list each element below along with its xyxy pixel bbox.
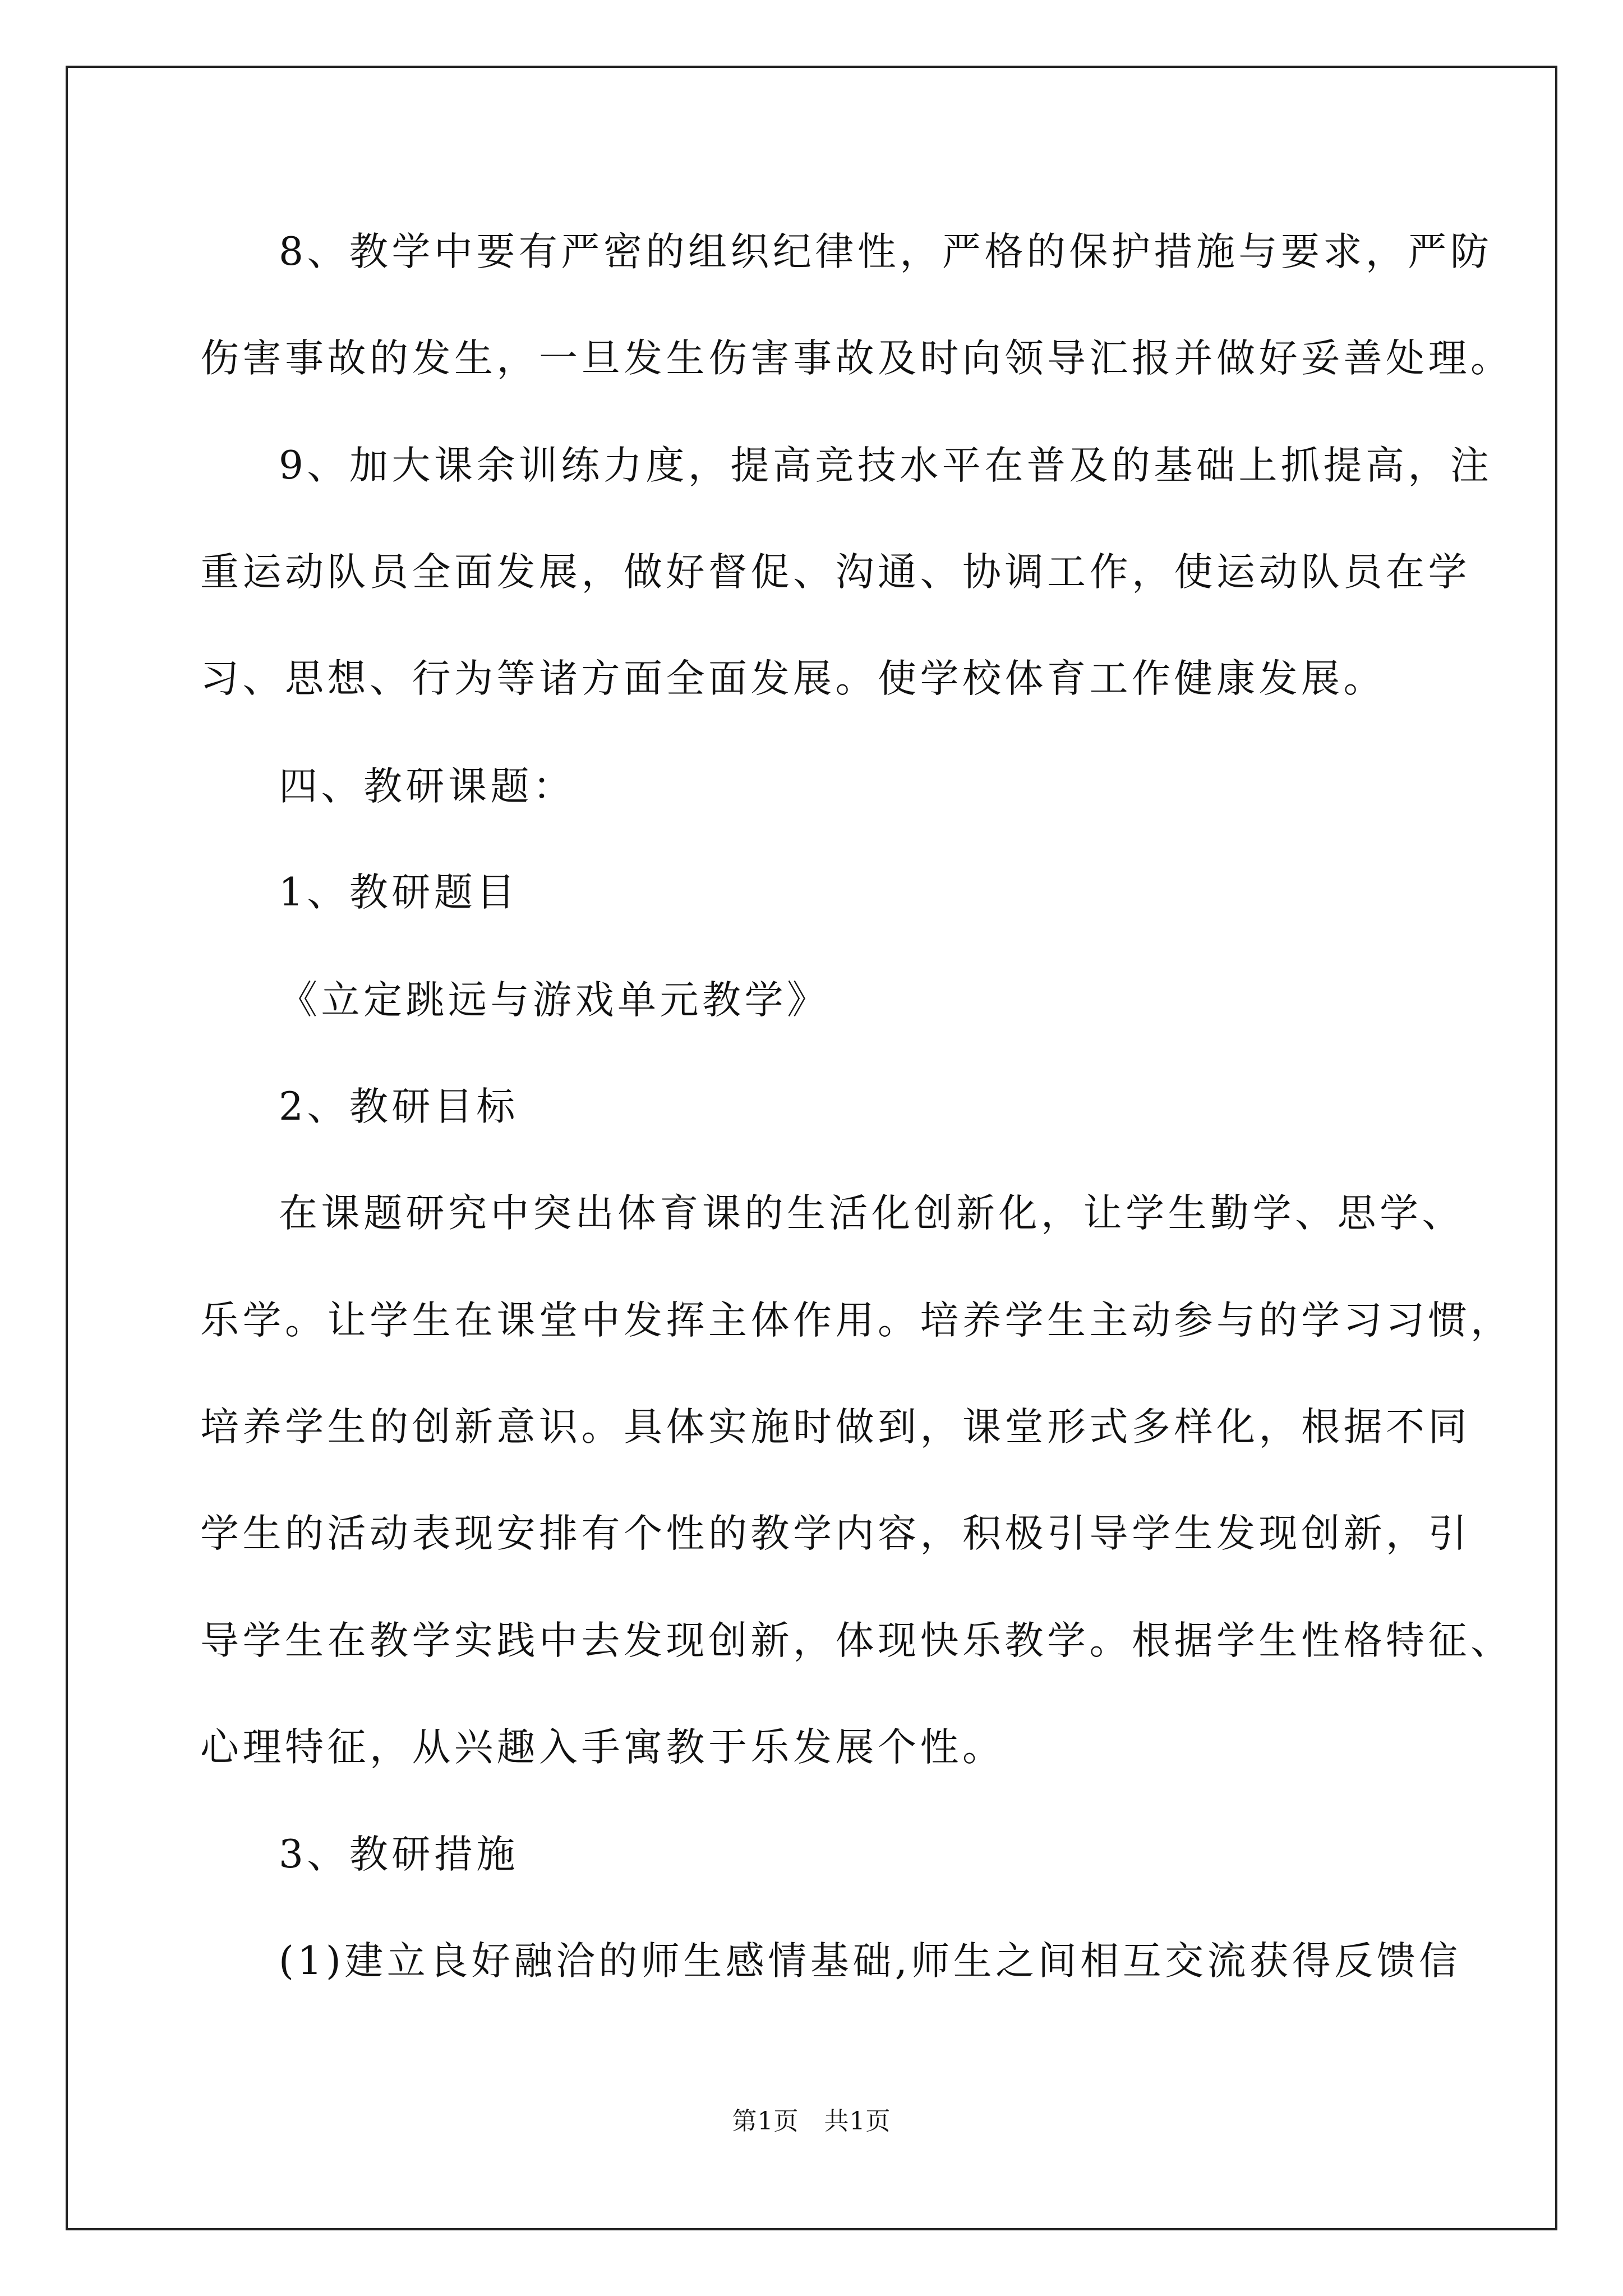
- paragraph-line: 心理特征，从兴趣入手寓教于乐发展个性。: [200, 1725, 1005, 1770]
- paragraph-line: 导学生在教学实践中去发现创新，体现快乐教学。根据学生性格特征、: [200, 1618, 1513, 1663]
- paragraph-line: 培养学生的创新意识。具体实施时做到，课堂形式多样化，根据不同: [200, 1405, 1470, 1450]
- paragraph-line: 8、教学中要有严密的组织纪律性，严格的保护措施与要求，严防: [279, 229, 1493, 274]
- subheading: 1、教研题目: [279, 870, 519, 915]
- paragraph-line: 在课题研究中突出体育课的生活化创新化，让学生勤学、思学、: [279, 1191, 1464, 1236]
- paragraph-line: 学生的活动表现安排有个性的教学内容，积极引导学生发现创新，引: [200, 1511, 1470, 1556]
- paragraph-line: 习、思想、行为等诸方面全面发展。使学校体育工作健康发展。: [200, 656, 1386, 701]
- paragraph-line: 《立定跳远与游戏单元教学》: [279, 978, 829, 1023]
- paragraph-line: 乐学。让学生在课堂中发挥主体作用。培养学生主动参与的学习习惯，: [200, 1298, 1513, 1343]
- page-frame: [66, 66, 1557, 2230]
- section-heading: 四、教研课题：: [279, 764, 575, 809]
- subheading: 3、教研措施: [279, 1832, 519, 1877]
- subheading: 2、教研目标: [279, 1084, 519, 1129]
- paragraph-line: 重运动队员全面发展，做好督促、沟通、协调工作，使运动队员在学: [200, 550, 1470, 595]
- page-footer: 第1页 共1页: [732, 2107, 891, 2136]
- paragraph-line: 9、加大课余训练力度，提高竞技水平在普及的基础上抓提高，注: [279, 443, 1493, 488]
- paragraph-line: (1)建立良好融洽的师生感情基础,师生之间相互交流获得反馈信: [279, 1939, 1461, 1984]
- paragraph-line: 伤害事故的发生，一旦发生伤害事故及时向领导汇报并做好妥善处理。: [200, 336, 1513, 381]
